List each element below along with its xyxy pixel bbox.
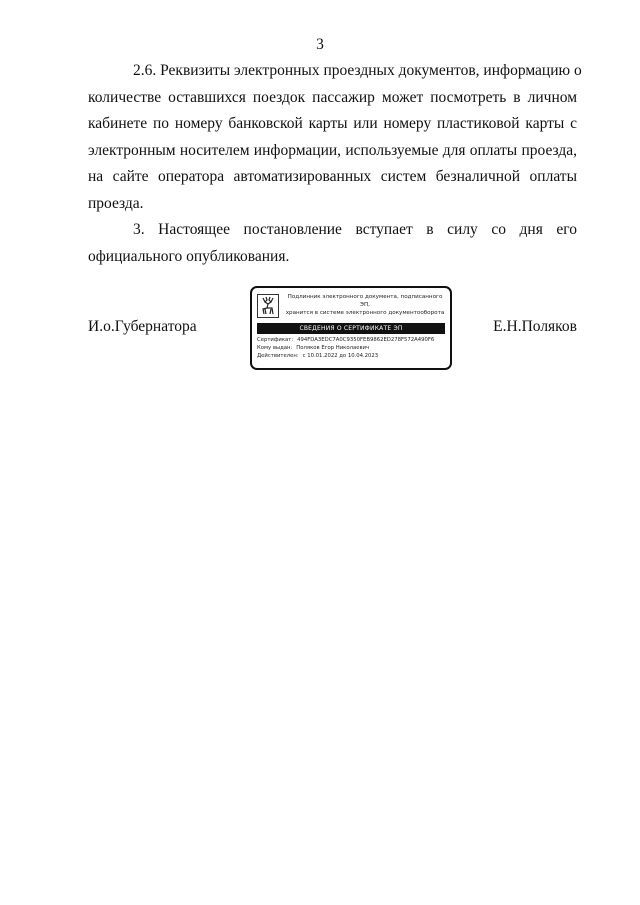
paragraph-2-6-line-3: кабинете по номеру банковской карты или номеру пластиковой карты с <box>88 115 577 132</box>
stamp-header-line-2: хранится в системе электронного документооборота <box>285 310 445 316</box>
stamp-title-bar: СВЕДЕНИЯ О СЕРТИФИКАТЕ ЭП <box>257 323 445 334</box>
issued-to-label: Кому выдан: <box>257 345 293 351</box>
issued-to-value: Поляков Егор Николаевич <box>296 345 370 351</box>
paragraph-2-6-line-5: на сайте оператора автоматизированных систем безналичной оплаты <box>88 168 577 185</box>
deer-emblem-icon <box>257 294 279 318</box>
issued-to-row <box>257 344 447 352</box>
stamp-header <box>282 293 448 317</box>
validity-label: Действителен: <box>257 353 299 359</box>
signatory-position: И.о.Губернатора <box>88 318 197 335</box>
paragraph-2-6-line-2: количестве оставшихся поездок пассажир может посмотреть в личном <box>88 88 577 106</box>
paragraph-3-line-2: официального опубликования. <box>88 247 290 265</box>
certificate-label: Сертификат: <box>257 337 294 343</box>
paragraph-2-6-line-1: 2.6. Реквизиты электронных проездных документов, информацию о <box>133 62 582 79</box>
validity-value: с 10.01.2022 до 10.04.2023 <box>302 353 379 359</box>
page-number: 3 <box>316 36 324 53</box>
signatory-name: Е.Н.Поляков <box>493 318 577 335</box>
validity-row <box>257 352 447 360</box>
paragraph-3-line-1: 3. Настоящее постановление вступает в силу со дня его <box>133 221 577 238</box>
stamp-details <box>257 336 447 360</box>
paragraph-2-6-line-6: проезда. <box>88 194 144 212</box>
document-body <box>88 58 582 270</box>
certificate-value: 494FDA3EDC7A0C9350FEB9862ED278F572A490F6 <box>297 337 435 343</box>
certificate-row <box>257 336 447 344</box>
paragraph-2-6-line-4: электронным носителем информации, используемые для оплаты проезда, <box>88 141 577 159</box>
stamp-header-line-1: Подлинник электронного документа, подписанного ЭП, <box>287 294 443 308</box>
electronic-signature-stamp <box>250 286 452 370</box>
